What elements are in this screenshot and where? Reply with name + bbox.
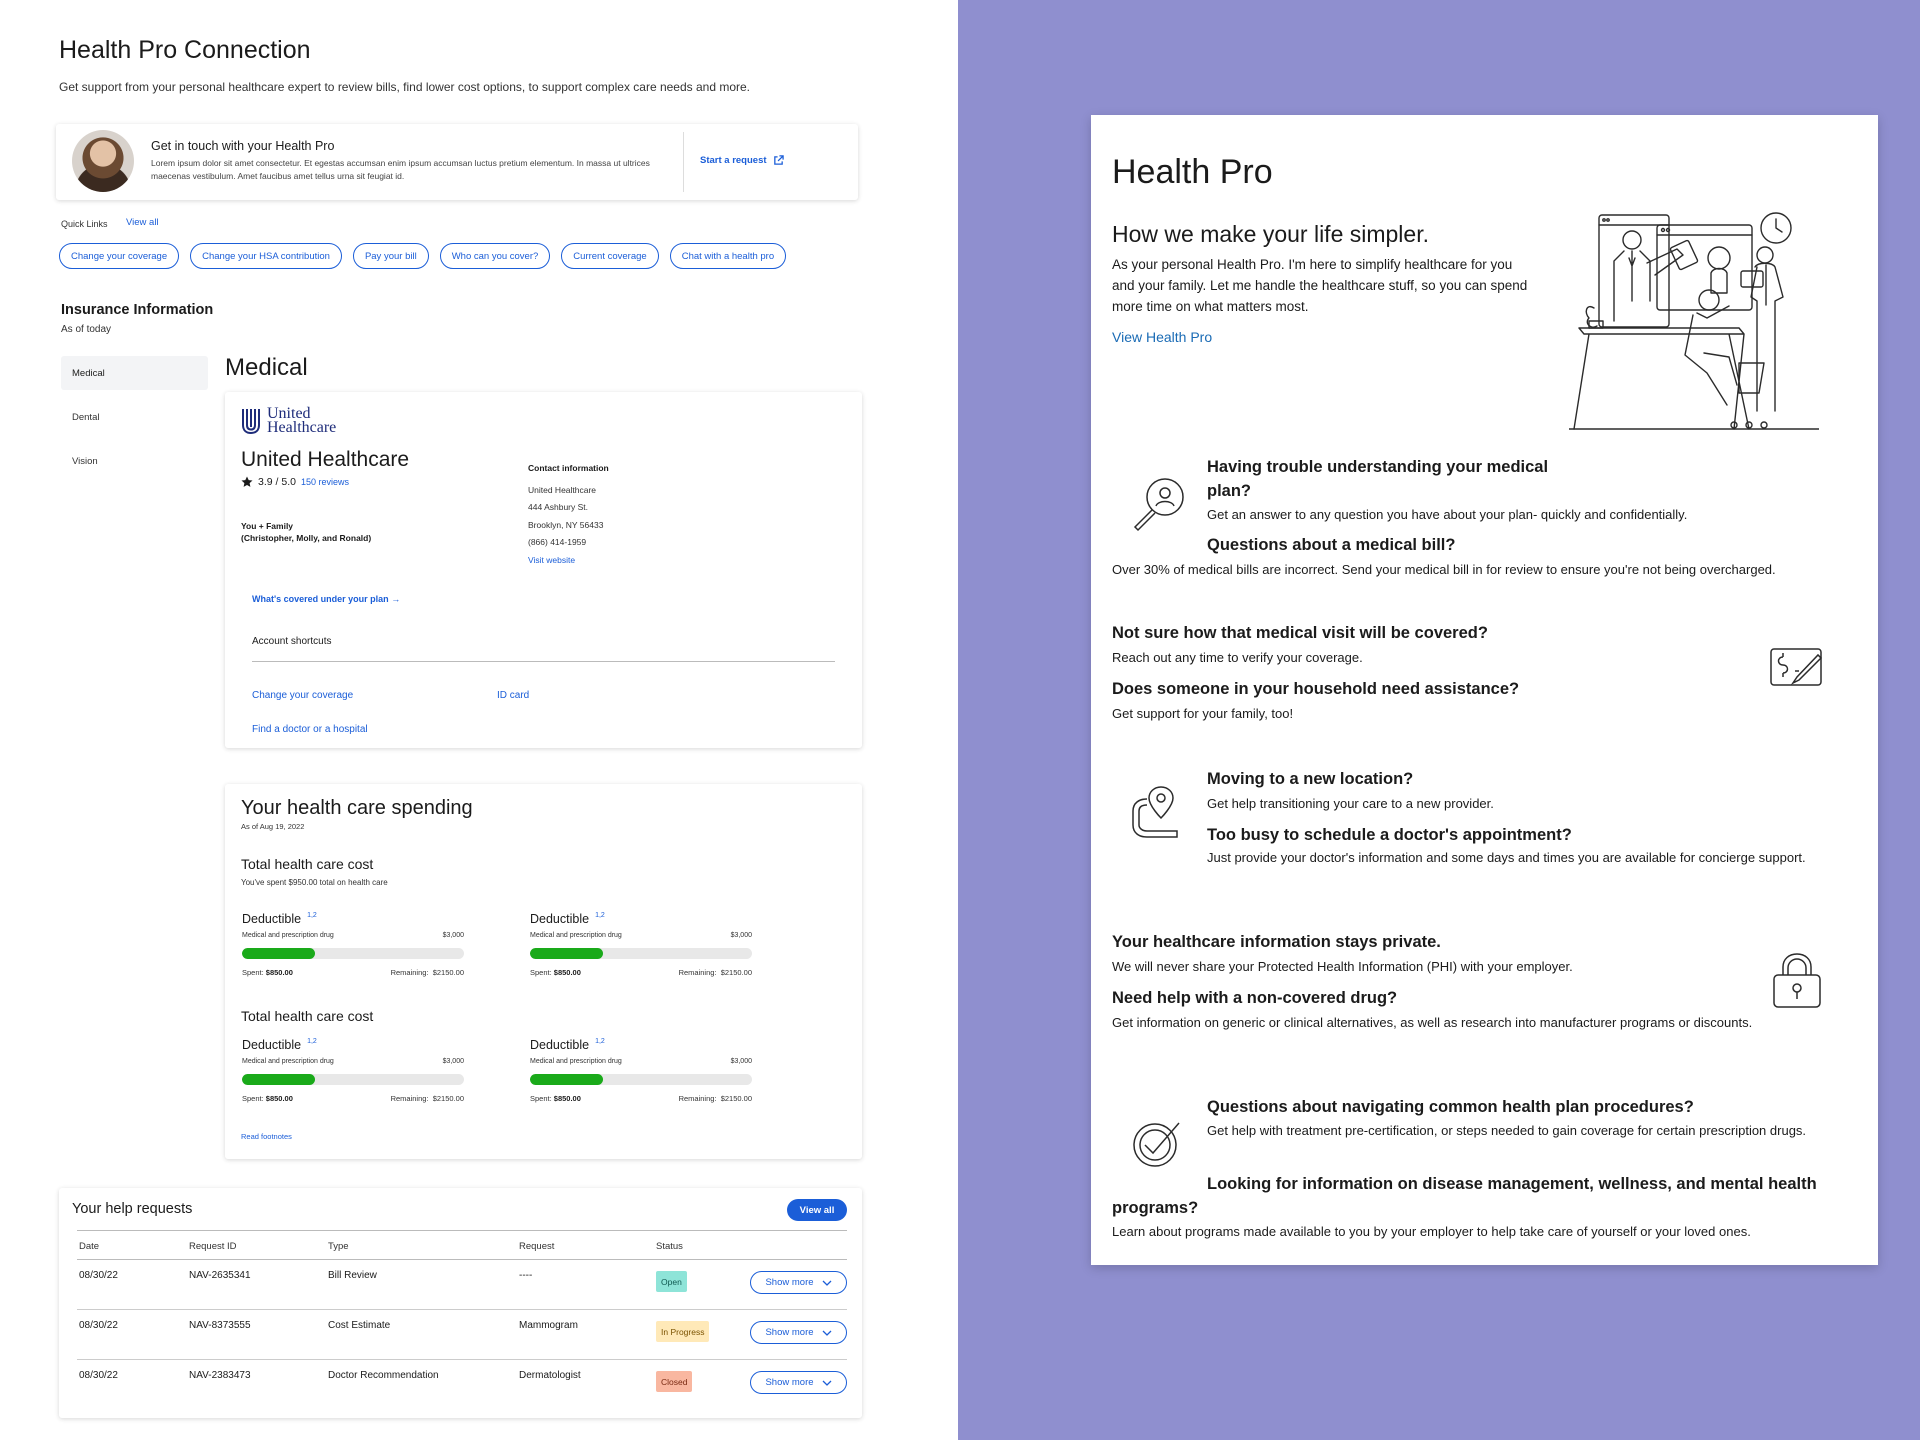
faq-question: Does someone in your household need assistance? <box>1112 680 1520 698</box>
row-date: 08/30/22 <box>79 1270 118 1281</box>
uhc-logo-icon <box>241 406 261 436</box>
footnote-ref[interactable]: 1,2 <box>307 1038 317 1045</box>
table-header <box>77 1230 847 1260</box>
deductible-block <box>242 912 464 984</box>
column-request-id: Request ID <box>189 1241 237 1252</box>
deductible-max: $3,000 <box>442 932 464 939</box>
row-type: Doctor Recommendation <box>328 1370 439 1381</box>
quick-link-pay-bill[interactable]: Pay your bill <box>353 243 429 269</box>
insurance-title: Insurance Information <box>61 302 214 318</box>
chevron-down-icon <box>822 1280 832 1286</box>
divider <box>252 661 835 662</box>
row-request: Mammogram <box>519 1320 578 1331</box>
search-person-icon <box>1129 475 1189 535</box>
contact-health-pro-card <box>56 124 858 200</box>
deductible-title: Deductible $^{1,2}$ <box>530 912 605 926</box>
whats-covered-link[interactable] <box>252 594 400 604</box>
faq-question: Having trouble understanding your medical plan? <box>1207 458 1549 500</box>
footnote-ref[interactable]: 1,2 <box>595 1038 605 1045</box>
deductible-spent: Spent: $850.00 <box>242 1094 293 1103</box>
read-footnotes-link[interactable]: Read footnotes <box>241 1132 292 1141</box>
panel-intro: As your personal Health Pro. I'm here to simplify healthcare for you and your family. Let me handle the healthcare stuff, so you can spend more time on what matters most. <box>1112 257 1528 314</box>
tab-medical[interactable]: Medical <box>61 356 208 390</box>
start-request-link[interactable] <box>700 155 784 166</box>
contact-card-body: Lorem ipsum dolor sit amet consectetur. Et egestas accumsan enim ipsum accumsan luctus pretium elementum. In massa ut ultrices maecenas vestibulum. Amet faucibus amet tellus urna sit feugiat id. <box>151 158 650 181</box>
shortcut-find-doctor[interactable]: Find a doctor or a hospital <box>252 724 368 735</box>
shortcut-change-coverage[interactable]: Change your coverage <box>252 690 354 701</box>
deductible-progress-fill <box>242 948 315 959</box>
help-requests-title: Your help requests <box>72 1201 193 1217</box>
health-pro-connection-page <box>0 0 958 1440</box>
row-request-id: NAV-2383473 <box>189 1370 251 1381</box>
table-row <box>77 1360 847 1410</box>
deductible-max: $3,000 <box>730 1058 752 1065</box>
spending-section-title: Total health care cost <box>241 856 374 872</box>
spending-title: Your health care spending <box>241 797 473 819</box>
tab-dental[interactable]: Dental <box>72 411 100 423</box>
external-link-icon <box>773 155 784 166</box>
faq-answer: Get help with treatment pre-certification, or steps needed to gain coverage for certain prescription drugs. <box>1207 1123 1807 1138</box>
show-more-label: Show more <box>765 1327 814 1338</box>
footnote-ref[interactable]: 1,2 <box>307 912 317 919</box>
deductible-progress-fill <box>530 948 603 959</box>
faq-question: Questions about navigating common health plan procedures? <box>1207 1098 1694 1116</box>
spending-section-subtitle: You've spent $950.00 total on health care <box>241 878 388 887</box>
star-icon <box>241 476 253 488</box>
united-healthcare-logo <box>241 406 336 436</box>
faq-question: Questions about a medical bill? <box>1207 536 1456 554</box>
logo-line-2: Healthcare <box>267 419 337 436</box>
quick-link-change-hsa[interactable]: Change your HSA contribution <box>190 243 342 269</box>
plan-name: United Healthcare <box>241 448 410 471</box>
faq-answer: Reach out any time to verify your coverage. <box>1112 650 1363 665</box>
deductible-progress-bar <box>242 1074 464 1085</box>
deductible-progress-bar <box>242 948 464 959</box>
logo-line-1: United <box>267 405 311 422</box>
health-pro-avatar <box>72 130 134 192</box>
check-circle-icon <box>1129 1115 1184 1170</box>
insurance-subtitle: As of today <box>61 324 112 335</box>
quick-links-view-all[interactable]: View all <box>126 217 159 228</box>
section-title: Medical <box>225 354 308 381</box>
deductible-max: $3,000 <box>730 932 752 939</box>
panel-subtitle: How we make your life simpler. <box>1112 221 1429 247</box>
health-pro-info-panel <box>1091 115 1878 1265</box>
faq-answer: Learn about programs made available to you by your employer to help take care of yourself or your loved ones. <box>1112 1224 1751 1239</box>
status-badge: Open <box>656 1271 687 1292</box>
coverage-line-1: You + Family <box>241 521 294 531</box>
contact-information <box>528 460 609 569</box>
requests-table <box>77 1230 847 1410</box>
show-more-button[interactable] <box>750 1321 847 1344</box>
deductible-progress-bar <box>530 948 752 959</box>
faq-answer: Get support for your family, too! <box>1112 706 1294 721</box>
row-date: 08/30/22 <box>79 1320 118 1331</box>
lock-icon <box>1771 951 1823 1011</box>
spending-date: As of Aug 19, 2022 <box>241 822 305 831</box>
chevron-down-icon <box>822 1330 832 1336</box>
quick-links-row <box>59 243 786 269</box>
deductible-block <box>530 912 752 984</box>
deductible-block <box>530 1038 752 1110</box>
contact-name: United Healthcare <box>528 484 597 495</box>
reviews-link[interactable]: 150 reviews <box>300 477 349 487</box>
tab-vision[interactable]: Vision <box>72 455 98 467</box>
divider <box>683 132 684 192</box>
chevron-down-icon <box>822 1380 832 1386</box>
account-shortcuts-title: Account shortcuts <box>252 636 332 647</box>
status-badge: Closed <box>656 1371 692 1392</box>
deductible-remaining: Remaining: $2150.00 <box>390 968 464 977</box>
column-date: Date <box>79 1241 100 1252</box>
row-request: ---- <box>519 1270 533 1281</box>
coverage-members <box>241 520 371 544</box>
faq-answer: Just provide your doctor's information and some days and times you are available for concierge support. <box>1207 850 1806 865</box>
table-row <box>77 1260 847 1310</box>
contact-city: Brooklyn, NY 56433 <box>528 519 604 530</box>
deductible-spent: Spent: $850.00 <box>530 1094 581 1103</box>
contact-street: 444 Ashbury St. <box>528 502 589 512</box>
faq-question: Need help with a non-covered drug? <box>1112 989 1398 1007</box>
faq-question: Too busy to schedule a doctor's appointment? <box>1207 826 1572 844</box>
deductible-label: Medical and prescription drug <box>242 1058 334 1065</box>
quick-link-chat-health-pro[interactable]: Chat with a health pro <box>670 243 786 269</box>
show-more-label: Show more <box>765 1377 814 1388</box>
deductible-spent: Spent: $850.00 <box>530 968 581 977</box>
deductible-progress-fill <box>530 1074 603 1085</box>
faq-question: Moving to a new location? <box>1207 770 1414 788</box>
faq-question: Not sure how that medical visit will be covered? <box>1112 624 1488 642</box>
contact-title: Contact information <box>528 463 609 473</box>
requests-view-all-button[interactable]: View all <box>787 1199 847 1221</box>
deductible-remaining: Remaining: $2150.00 <box>390 1094 464 1103</box>
show-more-button[interactable] <box>750 1271 847 1294</box>
quick-link-change-coverage[interactable]: Change your coverage <box>59 243 179 269</box>
deductible-label: Medical and prescription drug <box>530 932 622 939</box>
location-route-icon <box>1129 783 1184 843</box>
faq-answer: Get help transitioning your care to a new provider. <box>1207 796 1494 811</box>
column-status: Status <box>656 1241 683 1252</box>
insurance-tabs <box>61 356 208 488</box>
row-request-id: NAV-8373555 <box>189 1320 251 1331</box>
faq-answer: Get an answer to any question you have about your plan- quickly and confidentially. <box>1207 507 1688 522</box>
faq-question: Your healthcare information stays private. <box>1112 933 1441 951</box>
panel-title: Health Pro <box>1112 153 1273 191</box>
row-request-id: NAV-2635341 <box>189 1270 251 1281</box>
deductible-label: Medical and prescription drug <box>530 1058 622 1065</box>
quick-link-current-coverage[interactable]: Current coverage <box>561 243 658 269</box>
deductible-progress-bar <box>530 1074 752 1085</box>
faq-answer: We will never share your Protected Health Information (PHI) with your employer. <box>1112 959 1573 974</box>
row-type: Cost Estimate <box>328 1320 391 1331</box>
plan-card <box>225 392 862 748</box>
deductible-title: Deductible $^{1,2}$ <box>530 1038 605 1052</box>
row-date: 08/30/22 <box>79 1370 118 1381</box>
faq-question: Looking for information on disease management, wellness, and mental health programs? <box>1112 1175 1817 1217</box>
show-more-button[interactable] <box>750 1371 847 1394</box>
rating-value: 3.9 / 5.0 <box>258 476 296 488</box>
faq-answer: Get information on generic or clinical alternatives, as well as research into manufacturer programs or discounts. <box>1112 1015 1753 1030</box>
deductible-spent: Spent: $850.00 <box>242 968 293 977</box>
deductible-block <box>242 1038 464 1110</box>
quick-links-label: Quick Links <box>61 219 108 229</box>
column-request: Request <box>519 1241 555 1252</box>
spending-card <box>225 784 862 1159</box>
deductible-remaining: Remaining: $2150.00 <box>678 1094 752 1103</box>
row-request: Dermatologist <box>519 1370 581 1381</box>
row-type: Bill Review <box>328 1270 377 1281</box>
deductible-title: Deductible $^{1,2}$ <box>242 912 317 926</box>
deductible-remaining: Remaining: $2150.00 <box>678 968 752 977</box>
check-pen-icon <box>1769 645 1829 690</box>
plan-rating <box>241 476 349 488</box>
table-row <box>77 1310 847 1360</box>
whats-covered-label: What's covered under your plan <box>252 594 389 604</box>
contact-card-title: Get in touch with your Health Pro <box>151 139 335 153</box>
spending-section-title-2: Total health care cost <box>241 1008 374 1024</box>
page-title: Health Pro Connection <box>59 36 311 64</box>
faq-answer: Over 30% of medical bills are incorrect. Send your medical bill in for review to ensure you're not being overcharged. <box>1112 562 1776 577</box>
page-intro: Get support from your personal healthcare expert to review bills, find lower cost options, to support complex care needs and more. <box>59 80 751 94</box>
show-more-label: Show more <box>765 1277 814 1288</box>
deductible-label: Medical and prescription drug <box>242 932 334 939</box>
help-requests-card <box>59 1188 862 1418</box>
deductible-max: $3,000 <box>442 1058 464 1065</box>
start-request-label: Start a request <box>700 155 767 166</box>
health-pro-illustration <box>1569 203 1819 433</box>
contact-phone: (866) 414-1959 <box>528 537 587 547</box>
coverage-line-2: (Christopher, Molly, and Ronald) <box>241 533 372 543</box>
arrow-right-icon: → <box>391 594 401 604</box>
deductible-title: Deductible $^{1,2}$ <box>242 1038 317 1052</box>
deductible-progress-fill <box>242 1074 315 1085</box>
view-health-pro-link[interactable]: View Health Pro <box>1112 329 1213 345</box>
visit-website-link[interactable]: Visit website <box>528 554 576 565</box>
column-type: Type <box>328 1241 349 1252</box>
shortcut-id-card[interactable]: ID card <box>497 690 530 701</box>
status-badge: In Progress <box>656 1321 709 1342</box>
footnote-ref[interactable]: 1,2 <box>595 912 605 919</box>
quick-link-who-can-you-cover[interactable]: Who can you cover? <box>440 243 551 269</box>
